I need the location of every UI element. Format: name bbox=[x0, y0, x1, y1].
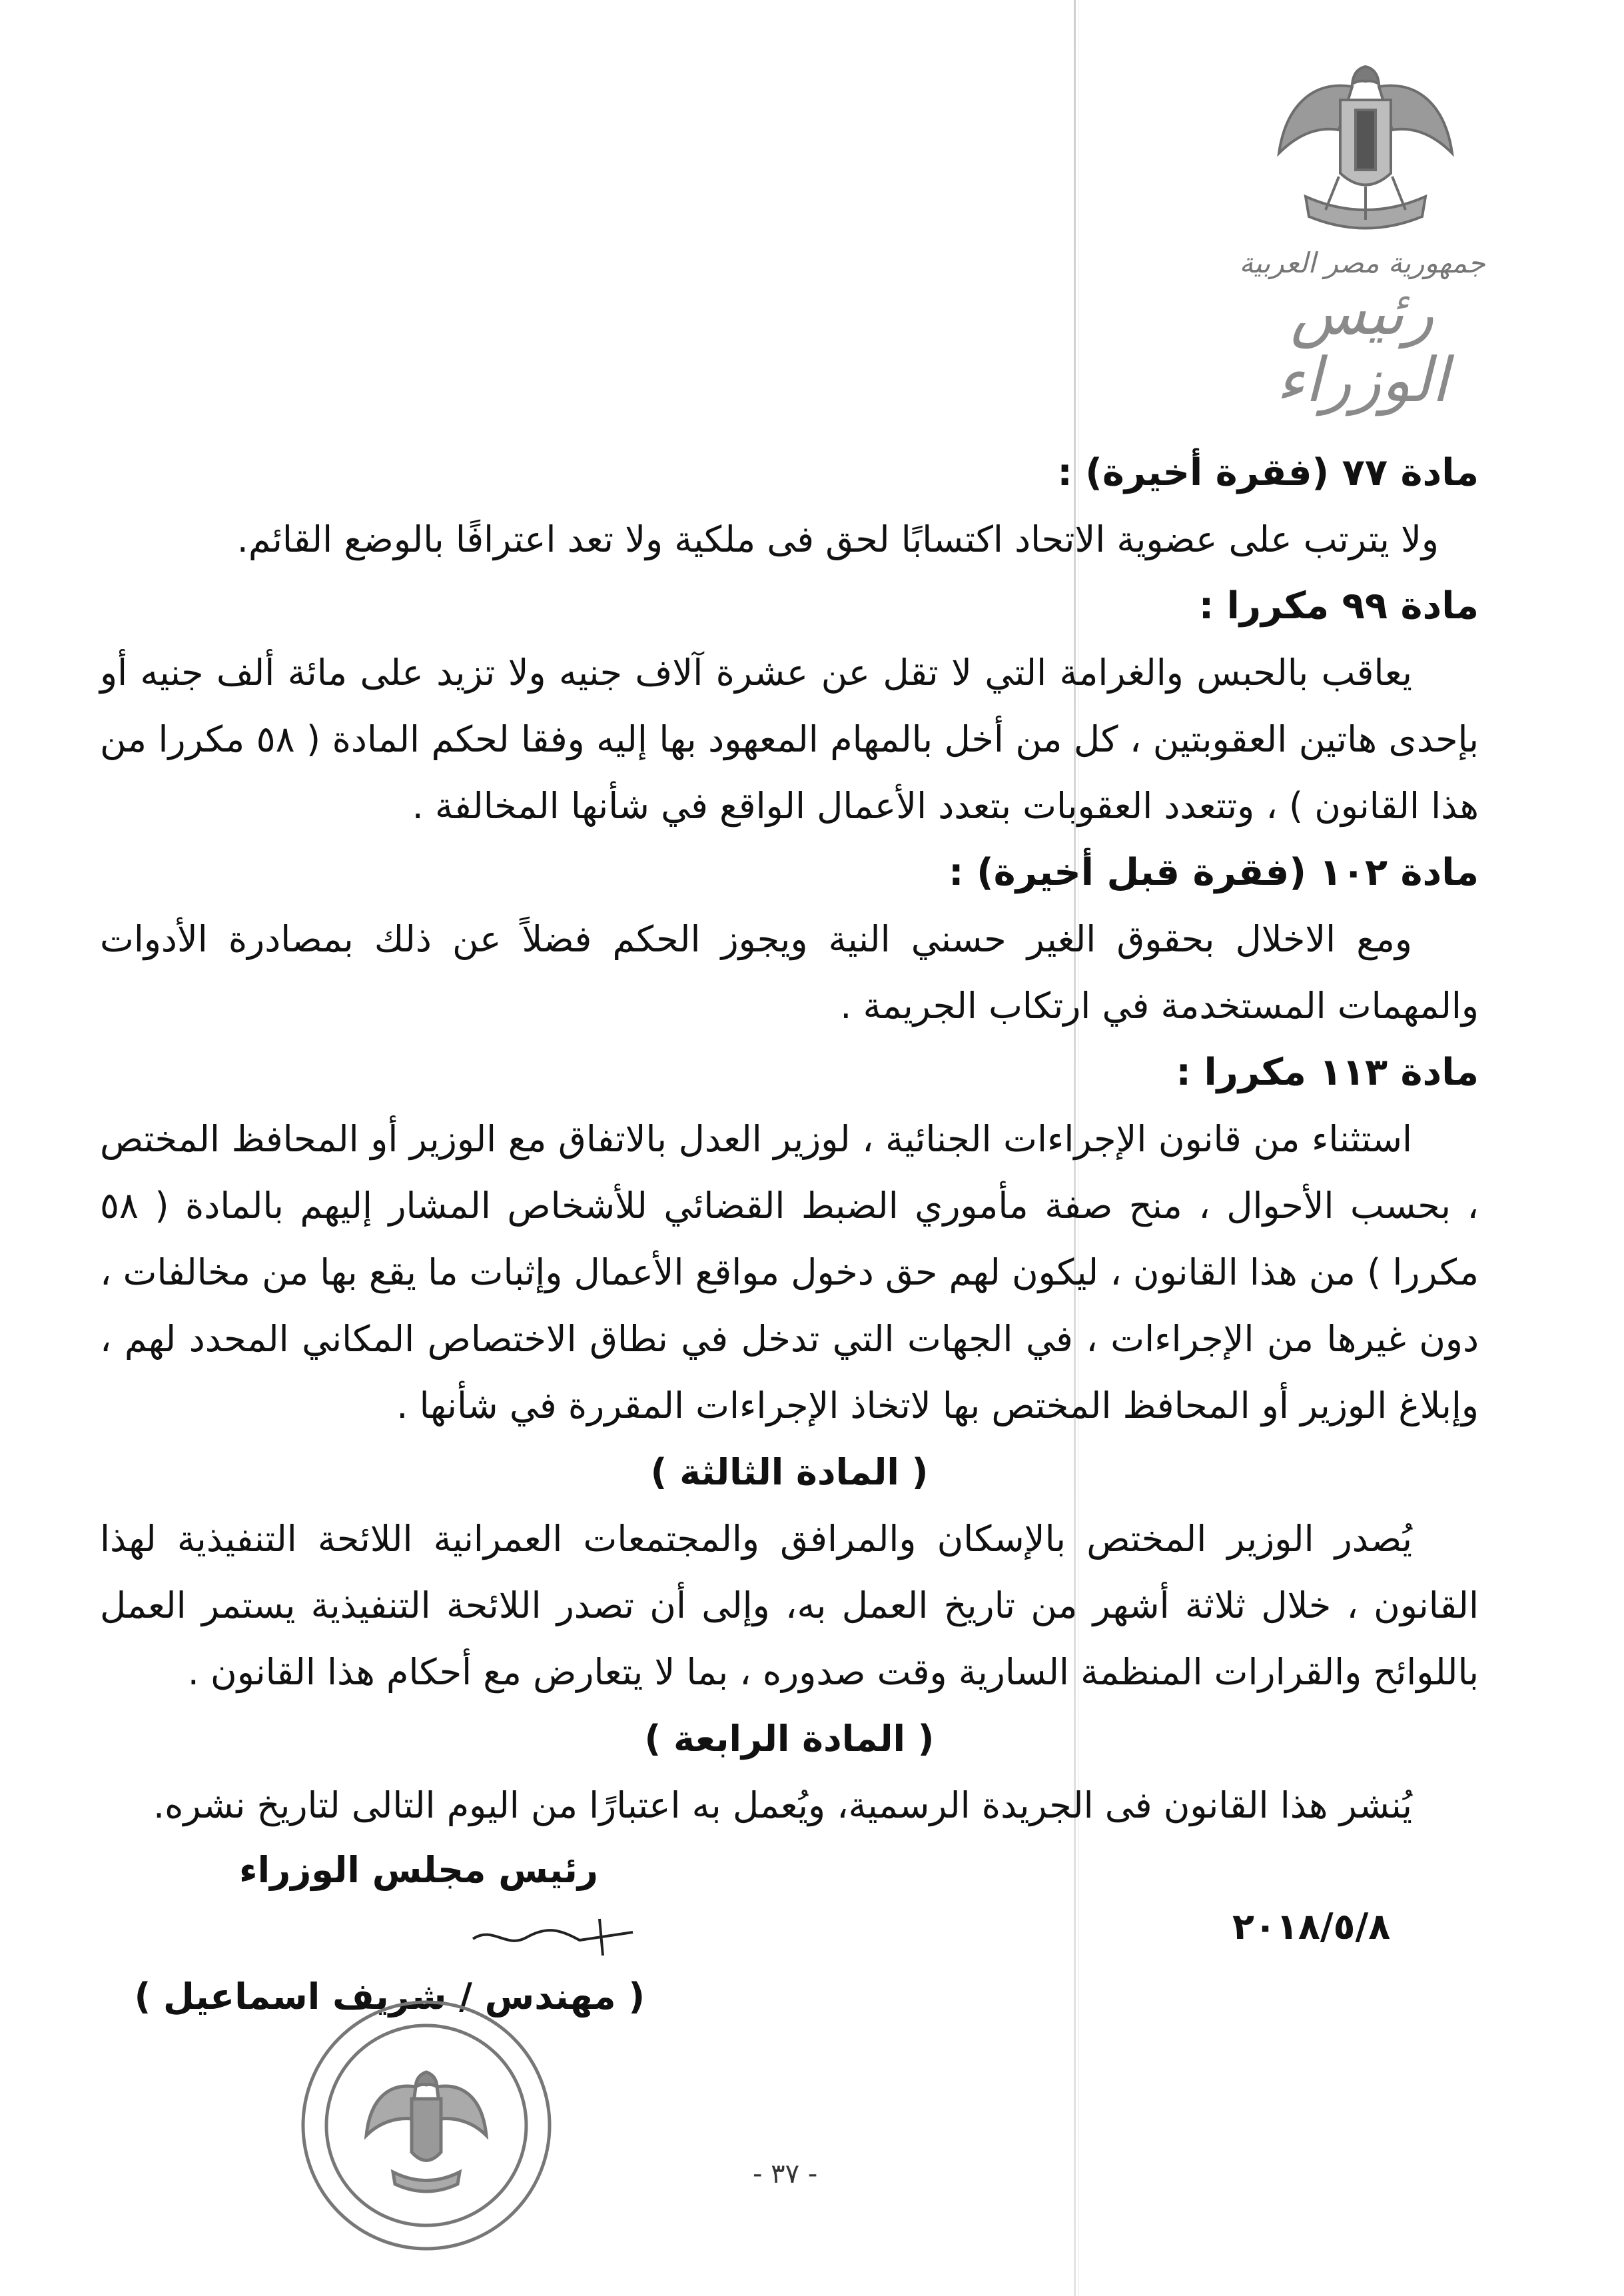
article-text: يعاقب بالحبس والغرامة التي لا تقل عن عشرة آلاف جنيه ولا تزيد على مائة ألف جنيه أو بإحدى هاتين العقوبتين ، كل من أخل بالمهام المعهود بها إليه وفقا لحكم المادة ( ٥٨ مكررا من هذا القانون ) ، وتتعدد العقوبات بتعدد الأعمال الواقع في شأنها المخالفة . bbox=[100, 652, 1479, 827]
article-text: ومع الاخلال بحقوق الغير حسني النية ويجوز الحكم فضلاً عن ذلك بمصادرة الأدوات والمهمات المستخدمة في ارتكاب الجريمة . bbox=[100, 918, 1479, 1027]
article-clause: (فقرة أخيرة) bbox=[1085, 451, 1330, 494]
section-title: ( المادة الرابعة ) bbox=[644, 1718, 935, 1760]
article-heading bbox=[100, 573, 1479, 640]
page-number: - ٣٧ - bbox=[753, 2159, 818, 2189]
article-number: مادة ٩٩ مكررا bbox=[1226, 584, 1479, 628]
letterhead bbox=[1206, 247, 1519, 416]
article-heading bbox=[100, 1039, 1479, 1106]
article-colon: : bbox=[1176, 1051, 1191, 1094]
document-body bbox=[100, 440, 1479, 1839]
document-date: ٢٠١٨/٥/٨ bbox=[1232, 1906, 1391, 1948]
signatory-name: ( مهندس / شريف اسماعيل ) bbox=[134, 1976, 645, 2017]
section-title: ( المادة الثالثة ) bbox=[650, 1451, 929, 1493]
article-colon: : bbox=[1057, 451, 1072, 494]
article-colon: : bbox=[1198, 584, 1214, 628]
article-clause: (فقرة قبل أخيرة) bbox=[977, 851, 1306, 894]
handwritten-signature bbox=[466, 1912, 639, 1959]
article-heading bbox=[100, 440, 1479, 506]
article-text: يُنشر هذا القانون فى الجريدة الرسمية، ويُعمل به اعتبارًا من اليوم التالى لتاريخ نشره. bbox=[153, 1784, 1412, 1826]
article-number: مادة ٧٧ bbox=[1342, 451, 1479, 494]
article-text: يُصدر الوزير المختص بالإسكان والمرافق والمجتمعات العمرانية اللائحة التنفيذية لهذا القانون ، خلال ثلاثة أشهر من تاريخ العمل به، وإلى أن تصدر اللائحة التنفيذية يستمر العمل باللوائح والقرارات المنظمة السارية وقت صدوره ، بما لا يتعارض مع أحكام هذا القانون . bbox=[100, 1518, 1479, 1693]
article-number: مادة ١١٣ مكررا bbox=[1204, 1051, 1479, 1094]
article-text: استثناء من قانون الإجراءات الجنائية ، لوزير العدل بالاتفاق مع الوزير أو المحافظ المختص ، بحسب الأحوال ، منح صفة مأموري الضبط القضائي للأشخاص المشار إليهم بالمادة ( ٥٨ مكررا ) من هذا القانون ، ليكون لهم حق دخول مواقع الأعمال وإثبات ما يقع بها من مخالفات ، دون غيرها من الإجراءات ، في الجهات التي تدخل في نطاق الاختصاص المكاني المحدد لهم ، وإبلاغ الوزير أو المحافظ المختص بها لاتخاذ الإجراءات المقررة في شأنها . bbox=[100, 1118, 1479, 1427]
article-colon: : bbox=[949, 851, 964, 894]
official-seal-stamp bbox=[293, 1992, 560, 2259]
signatory-title: رئيس مجلس الوزراء bbox=[239, 1849, 598, 1891]
letterhead-office: رئيس الوزراء bbox=[1276, 277, 1449, 416]
letterhead-country: جمهورية مصر العربية bbox=[1239, 247, 1485, 279]
article-number: مادة ١٠٢ bbox=[1319, 851, 1479, 894]
article-heading bbox=[100, 840, 1479, 906]
article-text: ولا يترتب على عضوية الاتحاد اكتسابًا لحق فى ملكية ولا تعد اعترافًا بالوضع القائم. bbox=[236, 518, 1439, 560]
eagle-emblem-icon bbox=[1266, 53, 1465, 247]
